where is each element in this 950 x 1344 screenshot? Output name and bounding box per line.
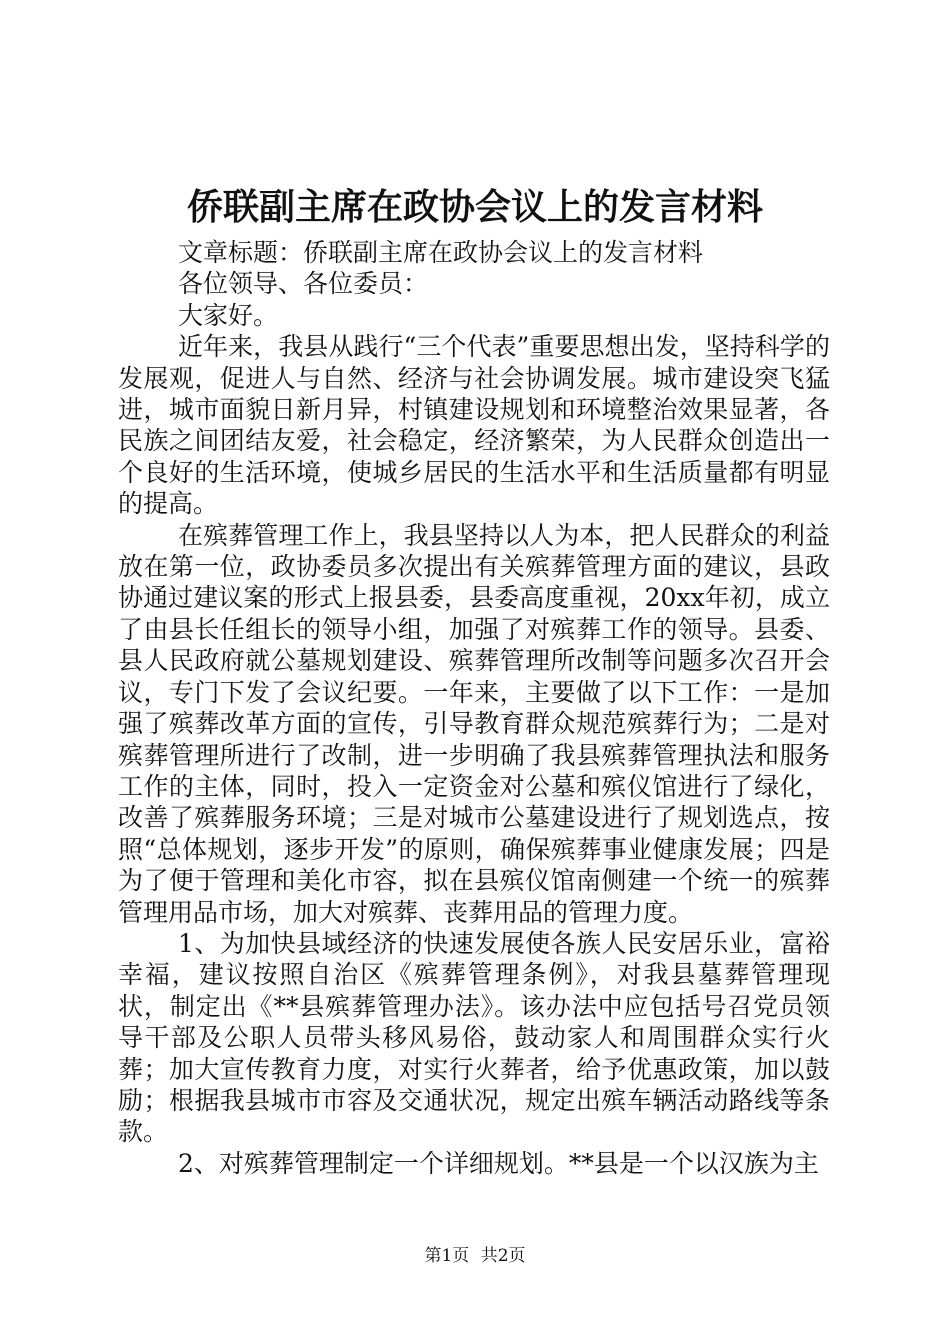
greeting: 大家好。	[178, 300, 279, 330]
page-footer	[0, 1245, 950, 1267]
document-body	[118, 237, 830, 1179]
page-number: 第1页	[424, 1246, 470, 1266]
salutation: 各位领导、各位委员：	[178, 269, 429, 299]
paragraph: 近年来，我县从践行“三个代表”重要思想出发，坚持科学的发展观，促进人与自然、经济与社会协调发展。城市建设突飞猛进，城市面貌日新月异，村镇建设规划和环境整治效果显著，各民族之间团结友爱，社会稳定，经济繁荣，为人民群众创造出一个良好的生活环境，使城乡居民的生活水平和生活质量都有明显的提高。	[118, 332, 830, 519]
paragraph: 1、为加快县域经济的快速发展使各族人民安居乐业，富裕幸福，建议按照自治区《殡葬管理条例》，对我县墓葬管理现状，制定出《**县殡葬管理办法》。该办法中应包括号召党员领导干部及公职人员带头移风易俗，鼓动家人和周围群众实行火葬；加大宣传教育力度，对实行火葬者，给予优惠政策，加以鼓励；根据我县城市市容及交通状况，规定出殡车辆活动路线等条款。	[118, 928, 830, 1147]
paragraph: 2、对殡葬管理制定一个详细规划。**县是一个以汉族为主	[178, 1148, 819, 1178]
paragraph: 在殡葬管理工作上，我县坚持以人为本，把人民群众的利益放在第一位，政协委员多次提出有关殡葬管理方面的建议，县政协通过建议案的形式上报县委，县委高度重视，20xx年初，成立了由县长任组长的领导小组，加强了对殡葬工作的领导。县委、县人民政府就公墓规划建设、殡葬管理所改制等问题多次召开会议，专门下发了会议纪要。一年来，主要做了以下工作：一是加强了殡葬改革方面的宣传，引导教育群众规范殡葬行为；二是对殡葬管理所进行了改制，进一步明确了我县殡葬管理执法和服务工作的主体，同时，投入一定资金对公墓和殡仪馆进行了绿化，改善了殡葬服务环境；三是对城市公墓建设进行了规划选点，按照“总体规划，逐步开发”的原则，确保殡葬事业健康发展；四是为了便于管理和美化市容，拟在县殡仪馆南侧建一个统一的殡葬管理用品市场，加大对殡葬、丧葬用品的管理力度。	[118, 520, 830, 927]
article-title-line: 文章标题：侨联副主席在政协会议上的发言材料	[178, 238, 704, 267]
page-total: 共2页	[480, 1246, 526, 1266]
document-title: 侨联副主席在政协会议上的发言材料	[186, 186, 763, 228]
